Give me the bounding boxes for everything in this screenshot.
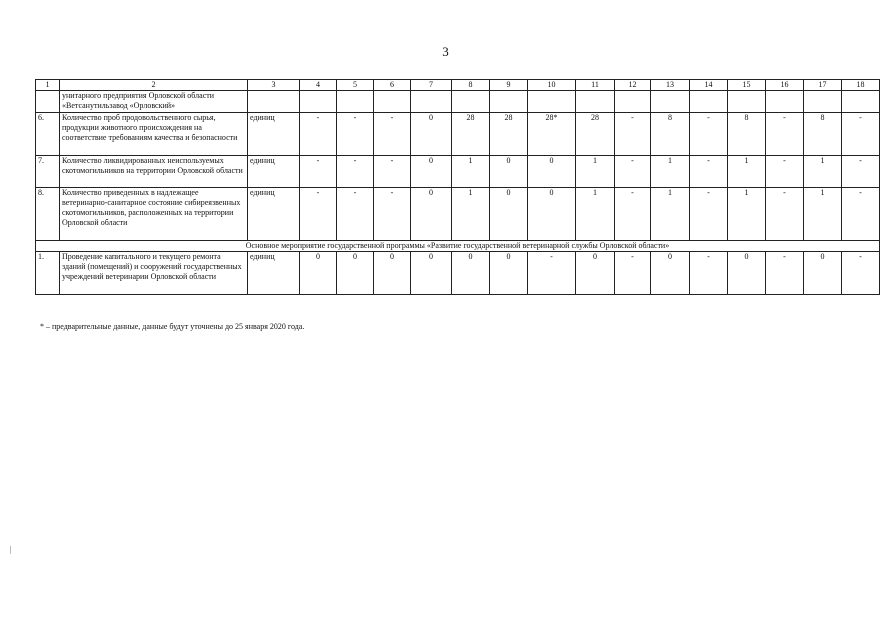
value-cell: - xyxy=(842,156,880,188)
value-cell: - xyxy=(615,156,651,188)
value-cell: - xyxy=(842,188,880,241)
value-cell xyxy=(528,91,576,113)
value-cell: 1 xyxy=(576,156,615,188)
value-cell: 1 xyxy=(804,156,842,188)
value-cell: 0 xyxy=(411,252,452,295)
page-number: 3 xyxy=(442,44,449,59)
value-cell xyxy=(374,91,411,113)
section-header-row xyxy=(36,241,880,252)
value-cell xyxy=(300,91,337,113)
value-cell: 0 xyxy=(490,188,528,241)
table-row xyxy=(36,188,880,241)
column-header: 9 xyxy=(490,80,528,91)
row-number: 7. xyxy=(36,156,60,188)
value-cell: - xyxy=(615,252,651,295)
value-cell: 0 xyxy=(804,252,842,295)
value-cell: - xyxy=(766,252,804,295)
value-cell xyxy=(490,91,528,113)
value-cell: 0 xyxy=(528,156,576,188)
indicator-name: Количество приведенных в надлежащее ветеринарно-санитарное состояние сибиреязвенных скотомогильников, расположенных на территории Орловской области xyxy=(60,188,248,241)
value-cell: - xyxy=(337,113,374,156)
value-cell xyxy=(411,91,452,113)
value-cell: - xyxy=(690,113,728,156)
unit-cell: единиц xyxy=(248,156,300,188)
column-header: 7 xyxy=(411,80,452,91)
value-cell: - xyxy=(337,156,374,188)
column-header: 8 xyxy=(452,80,490,91)
value-cell: - xyxy=(690,188,728,241)
value-cell: - xyxy=(690,252,728,295)
value-cell: 0 xyxy=(374,252,411,295)
value-cell: - xyxy=(615,113,651,156)
value-cell: - xyxy=(766,188,804,241)
value-cell: 1 xyxy=(804,188,842,241)
value-cell: 8 xyxy=(728,113,766,156)
value-cell: 0 xyxy=(528,188,576,241)
value-cell xyxy=(452,91,490,113)
indicator-name: Количество проб продовольственного сырья, продукции животного происхождения на соответствие требованиям качества и безопасности xyxy=(60,113,248,156)
value-cell: - xyxy=(300,113,337,156)
value-cell: 0 xyxy=(452,252,490,295)
value-cell: - xyxy=(842,252,880,295)
value-cell: 28 xyxy=(490,113,528,156)
indicators-table xyxy=(35,79,880,295)
unit-cell: единиц xyxy=(248,188,300,241)
value-cell xyxy=(576,91,615,113)
value-cell: - xyxy=(766,156,804,188)
column-header: 1 xyxy=(36,80,60,91)
value-cell: 1 xyxy=(728,188,766,241)
value-cell: - xyxy=(300,188,337,241)
value-cell: 0 xyxy=(490,156,528,188)
table-row xyxy=(36,91,880,113)
value-cell: 0 xyxy=(411,113,452,156)
value-cell xyxy=(615,91,651,113)
column-header: 13 xyxy=(651,80,690,91)
table-row xyxy=(36,252,880,295)
column-header: 17 xyxy=(804,80,842,91)
value-cell: 1 xyxy=(651,188,690,241)
column-header: 12 xyxy=(615,80,651,91)
value-cell: - xyxy=(690,156,728,188)
section-title: Основное мероприятие государственной программы «Развитие государственной ветеринарной службы Орловской области» xyxy=(36,241,880,252)
value-cell: 0 xyxy=(411,156,452,188)
column-header: 14 xyxy=(690,80,728,91)
unit-cell xyxy=(248,91,300,113)
row-number: 1. xyxy=(36,252,60,295)
value-cell: 0 xyxy=(337,252,374,295)
column-header: 11 xyxy=(576,80,615,91)
value-cell xyxy=(804,91,842,113)
value-cell xyxy=(728,91,766,113)
value-cell xyxy=(337,91,374,113)
value-cell xyxy=(766,91,804,113)
indicator-name: унитарного предприятия Орловской области «Ветсанутильзавод «Орловский» xyxy=(60,91,248,113)
column-header: 5 xyxy=(337,80,374,91)
row-number: 8. xyxy=(36,188,60,241)
value-cell: 0 xyxy=(411,188,452,241)
column-header: 15 xyxy=(728,80,766,91)
value-cell: 8 xyxy=(651,113,690,156)
unit-cell: единиц xyxy=(248,113,300,156)
value-cell: 1 xyxy=(452,156,490,188)
value-cell xyxy=(690,91,728,113)
value-cell: 1 xyxy=(452,188,490,241)
value-cell: - xyxy=(528,252,576,295)
value-cell: 0 xyxy=(576,252,615,295)
value-cell: 28 xyxy=(576,113,615,156)
value-cell: 1 xyxy=(576,188,615,241)
value-cell xyxy=(651,91,690,113)
column-header: 10 xyxy=(528,80,576,91)
value-cell: 28* xyxy=(528,113,576,156)
row-number: 6. xyxy=(36,113,60,156)
value-cell: 1 xyxy=(728,156,766,188)
value-cell: 1 xyxy=(651,156,690,188)
value-cell: - xyxy=(374,113,411,156)
value-cell xyxy=(842,91,880,113)
value-cell: - xyxy=(374,188,411,241)
value-cell: 0 xyxy=(651,252,690,295)
column-header: 2 xyxy=(60,80,248,91)
row-number xyxy=(36,91,60,113)
footnote: * – предварительные данные, данные будут уточнены до 25 января 2020 года. xyxy=(40,322,305,331)
column-header: 6 xyxy=(374,80,411,91)
value-cell: 8 xyxy=(804,113,842,156)
column-header: 18 xyxy=(842,80,880,91)
value-cell: 0 xyxy=(728,252,766,295)
indicator-name: Количество ликвидированных неиспользуемых скотомогильников на территории Орловской области xyxy=(60,156,248,188)
value-cell: - xyxy=(374,156,411,188)
scan-margin-mark xyxy=(10,546,11,554)
column-header: 16 xyxy=(766,80,804,91)
column-header: 3 xyxy=(248,80,300,91)
unit-cell: единиц xyxy=(248,252,300,295)
table-row xyxy=(36,113,880,156)
value-cell: - xyxy=(300,156,337,188)
table-row xyxy=(36,156,880,188)
indicator-name: Проведение капитального и текущего ремонта зданий (помещений) и сооружений государственных учреждений ветеринарии Орловской области xyxy=(60,252,248,295)
value-cell: - xyxy=(766,113,804,156)
column-header: 4 xyxy=(300,80,337,91)
value-cell: 0 xyxy=(300,252,337,295)
value-cell: 28 xyxy=(452,113,490,156)
value-cell: - xyxy=(337,188,374,241)
value-cell: 0 xyxy=(490,252,528,295)
value-cell: - xyxy=(842,113,880,156)
table-header-row xyxy=(36,80,880,91)
value-cell: - xyxy=(615,188,651,241)
